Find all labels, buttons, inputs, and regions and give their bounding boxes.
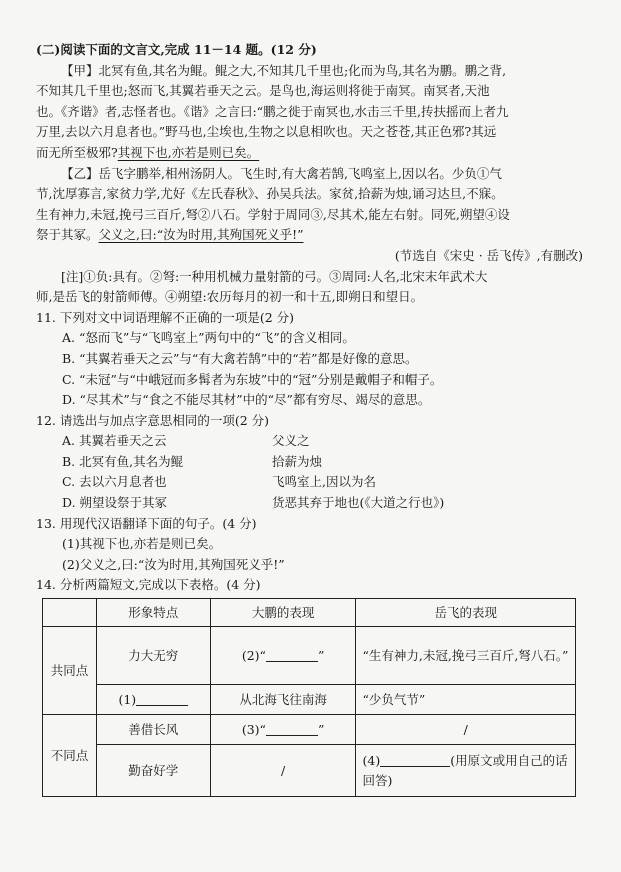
option-a: A. “怒而飞”与“飞鸣室上”两句中的“飞”的含义相同。 [62,330,355,346]
peng-answer-2[interactable]: (2)“ ” [210,627,356,685]
trait-cell: 善借长风 [96,715,210,745]
note-line: [注]①负:具有。②弩:一种用机械力量射箭的弓。③周同:人名,北宋末年武术大 [61,268,488,284]
yue-cell: / [356,715,576,745]
yue-answer-4[interactable]: (4) (用原文或用自己的话回答) [356,745,576,797]
option-left: D. 朔望设祭于其冢 [62,495,168,511]
trait-cell: 勤奋好学 [96,745,210,797]
option-b [36,452,587,473]
passage-b-underlined-sentence: 父义之,曰:“汝为时用,其殉国死义乎!” [98,227,304,243]
passage-b [36,164,587,246]
answer-blank [136,693,188,706]
option-d [36,493,587,514]
header-empty [43,599,97,627]
header-trait: 形象特点 [96,599,210,627]
option-d: D. “尽其术”与“食之不能尽其材”中的“尽”都有穷尽、竭尽的意思。 [62,392,431,408]
option-right: 父义之 [272,433,310,449]
sentence-2: (2)父义之,曰:“汝为时用,其殉国死义乎!” [62,556,285,572]
option-c [36,472,587,493]
passage-a-underlined-sentence: 其视下也,亦若是则已矣。 [117,144,260,160]
table-row [43,685,576,715]
option-left: C. 去以六月息者也 [62,474,167,490]
option-b: B. “其翼若垂天之云”与“有大禽若鹄”中的“若”都是好像的意思。 [62,350,418,366]
group-same: 共同点 [43,627,97,715]
passage-b-line [36,225,587,246]
question-13 [36,514,587,576]
passage-a-line: 也。《齐谐》者,志怪者也。《谐》之言曰:“鹏之徙于南冥也,水击三千里,抟扶摇而上者九 [36,103,509,119]
passage-a-line: 万里,去以六月息者也。”野马也,尘埃也,生物之以息相吹也。天之苍苍,其正色邪?其远 [36,124,497,140]
answer-blank [380,754,450,767]
yue-cell: “生有神力,未冠,挽弓三百斤,弩八石。” [356,627,576,685]
question-12 [36,411,587,514]
peng-answer-3[interactable]: (3)“ ” [210,715,356,745]
passage-a-line [36,143,587,164]
header-peng: 大鹏的表现 [210,599,356,627]
option-c: C. “未冠”与“中峨冠而多髯者为东坡”中的“冠”分别是戴帽子和帽子。 [62,371,443,387]
section-title: (二)阅读下面的文言文,完成 11－14 题。(12 分) [36,42,317,57]
question-stem: 14. 分析两篇短文,完成以下表格。(4 分) [36,577,261,593]
group-diff: 不同点 [43,715,97,797]
peng-cell: 从北海飞往南海 [210,685,356,715]
note-line: 师,是岳飞的射箭师傅。④朔望:农历每月的初一和十五,即朔日和望日。 [36,289,424,305]
option-a [36,431,587,452]
passage-a-line: 【甲】北冥有鱼,其名为鲲。鲲之大,不知其几千里也;化而为鸟,其名为鹏。鹏之背, [61,62,507,78]
source-citation: (节选自《宋史 · 岳飞传》,有删改) [394,247,583,263]
passage-a-text: 而无所至极邪? [36,144,118,160]
notes [36,267,587,308]
table-header-row [43,599,576,627]
question-stem: 11. 下列对文中词语理解不正确的一项是(2 分) [36,309,295,325]
passage-b-line: 节,沈厚寡言,家贫力学,尤好《左氏春秋》、孙吴兵法。家贫,拾薪为烛,诵习达旦,不寐。 [36,186,504,202]
option-right: 货恶其弃于地也(《大道之行也》) [272,495,445,511]
question-14 [36,575,587,797]
question-stem: 13. 用现代汉语翻译下面的句子。(4 分) [36,515,257,531]
sentence-1: (1)其视下也,亦若是则已矣。 [62,536,222,552]
yue-cell: “少负气节” [356,685,576,715]
passage-a-line: 不知其几千里也;怒而飞,其翼若垂天之云。是鸟也,海运则将徙于南冥。南冥者,天池 [36,83,490,99]
passage-b-line: 【乙】岳飞字鹏举,相州汤阴人。飞生时,有大禽若鹄,飞鸣室上,因以名。少负①气 [61,165,502,181]
comparison-table [42,598,576,797]
passage-a [36,61,587,164]
table-row [43,715,576,745]
trait-cell: 力大无穷 [96,627,210,685]
option-right: 拾薪为烛 [272,453,323,469]
question-11 [36,308,587,411]
option-left: A. 其翼若垂天之云 [62,433,167,449]
table-row [43,627,576,685]
answer-blank [266,723,318,736]
peng-cell: / [210,745,356,797]
answer-blank [266,649,318,662]
passage-b-text: 祭于其冢。 [36,227,99,243]
passage-b-line: 生有神力,未冠,挽弓三百斤,弩②八石。学射于周同③,尽其术,能左右射。同死,朔望④设 [36,206,510,222]
option-right: 飞鸣室上,因以为名 [272,474,376,490]
trait-answer-1[interactable]: (1) [96,685,210,715]
header-yue: 岳飞的表现 [356,599,576,627]
question-stem: 12. 请选出与加点字意思相同的一项(2 分) [36,412,270,428]
table-row [43,745,576,797]
option-left: B. 北冥有鱼,其名为鲲 [62,453,184,469]
